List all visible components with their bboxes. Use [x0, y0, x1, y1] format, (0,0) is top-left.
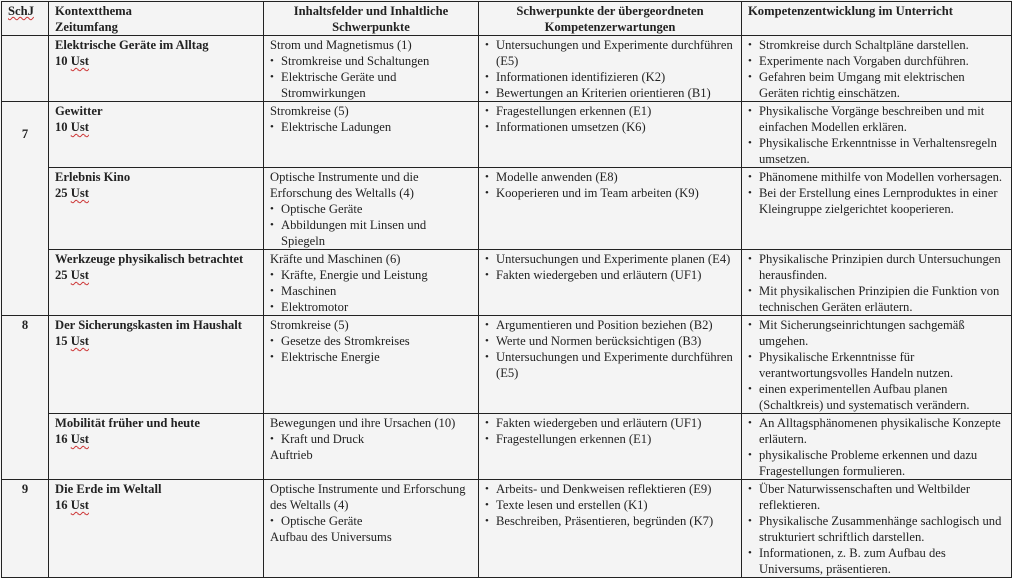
development-item: • Bei der Erstellung eines Lernproduktes in einer Kleingruppe zielgerichtet kooperieren. — [748, 185, 1005, 217]
development-item: • Experimente nach Vorgaben durchführen. — [748, 53, 1005, 69]
competence-item: • Modelle anwenden (E8) — [485, 169, 735, 185]
competence-list — [485, 37, 735, 101]
development-cell — [742, 168, 1012, 250]
competence-item: • Fragestellungen erkennen (E1) — [485, 431, 735, 447]
hours-value: 10 — [55, 120, 68, 134]
development-item: • Phänomene mithilfe von Modellen vorhersagen. — [748, 169, 1005, 185]
field-list — [270, 53, 472, 101]
development-item: • Mit Sicherungseinrichtungen sachgemäß umgehen. — [748, 317, 1005, 349]
topic-duration — [55, 497, 257, 513]
field-list — [270, 513, 472, 529]
development-item: • Informationen, z. B. zum Aufbau des Universums, präsentieren. — [748, 545, 1005, 577]
competence-cell — [479, 102, 742, 168]
development-list — [748, 37, 1005, 101]
table-row — [2, 316, 1012, 414]
header-kontext-line2: Zeitumfang — [55, 20, 118, 34]
field-title: Optische Instrumente und Erforschung des Weltalls (4) — [270, 482, 466, 512]
development-list — [748, 415, 1005, 479]
development-cell — [742, 36, 1012, 102]
topic-duration — [55, 119, 257, 135]
curriculum-table — [1, 1, 1012, 578]
development-list — [748, 103, 1005, 167]
topic-title: Werkzeuge physikalisch betrachtet — [55, 252, 244, 266]
field-list — [270, 119, 472, 135]
field-cell — [264, 36, 479, 102]
header-kompetenz — [479, 2, 742, 36]
year-cell — [2, 102, 49, 316]
field-item: • Elektrische Geräte und Stromwirkungen — [270, 69, 472, 101]
development-cell — [742, 250, 1012, 316]
competence-cell — [479, 168, 742, 250]
development-item: • Physikalische Zusammenhänge sachlogisch und strukturiert schriftlich darstellen. — [748, 513, 1005, 545]
year-cell — [2, 316, 49, 480]
field-title: Stromkreise (5) — [270, 104, 349, 118]
competence-cell — [479, 316, 742, 414]
field-cell — [264, 316, 479, 414]
competence-cell — [479, 414, 742, 480]
field-cell — [264, 250, 479, 316]
table-row — [2, 168, 1012, 250]
topic-cell — [49, 168, 264, 250]
development-item: • Stromkreise durch Schaltpläne darstellen. — [748, 37, 1005, 53]
topic-duration — [55, 53, 257, 69]
development-item: • Physikalische Vorgänge beschreiben und mit einfachen Modellen erklären. — [748, 103, 1005, 135]
competence-item: • Argumentieren und Position beziehen (B2) — [485, 317, 735, 333]
competence-list — [485, 415, 735, 447]
field-cell — [264, 414, 479, 480]
topic-title: Mobilität früher und heute — [55, 416, 200, 430]
header-schj-label: SchJ — [8, 4, 34, 18]
topic-cell — [49, 36, 264, 102]
field-cell — [264, 168, 479, 250]
development-cell — [742, 414, 1012, 480]
year-label: 9 — [21, 482, 29, 496]
hours-value: 16 — [55, 432, 68, 446]
header-kontext — [49, 2, 264, 36]
header-kontext-line1: Kontextthema — [55, 4, 132, 18]
year-cell — [2, 36, 49, 102]
field-list — [270, 431, 472, 447]
field-extra: Auftrieb — [270, 448, 313, 462]
topic-title: Der Sicherungskasten im Haushalt — [55, 318, 242, 332]
competence-cell — [479, 250, 742, 316]
header-kompetenz-line1: Schwerpunkte der übergeordneten — [516, 4, 704, 18]
topic-title: Die Erde im Weltall — [55, 482, 162, 496]
topic-duration — [55, 333, 257, 349]
development-list — [748, 317, 1005, 413]
hours-unit: Ust — [70, 54, 89, 68]
competence-item: • Fakten wiedergeben und erläutern (UF1) — [485, 415, 735, 431]
header-row — [2, 2, 1012, 36]
field-extra: Aufbau des Universums — [270, 530, 392, 544]
topic-title: Erlebnis Kino — [55, 170, 131, 184]
field-item: • Abbildungen mit Linsen und Spiegeln — [270, 217, 472, 249]
hours-unit: Ust — [70, 432, 89, 446]
field-list — [270, 267, 472, 315]
field-list — [270, 333, 472, 365]
competence-item: • Werte und Normen berücksichtigen (B3) — [485, 333, 735, 349]
topic-cell — [49, 414, 264, 480]
field-item: • Gesetze des Stromkreises — [270, 333, 472, 349]
header-entwicklung — [742, 2, 1012, 36]
topic-cell — [49, 250, 264, 316]
table-row — [2, 36, 1012, 102]
field-title: Optische Instrumente und die Erforschung des Weltalls (4) — [270, 170, 419, 200]
competence-list — [485, 317, 735, 381]
topic-duration — [55, 185, 257, 201]
hours-unit: Ust — [70, 498, 89, 512]
field-cell — [264, 102, 479, 168]
topic-cell — [49, 316, 264, 414]
development-list — [748, 169, 1005, 217]
competence-list — [485, 169, 735, 201]
topic-title: Gewitter — [55, 104, 103, 118]
development-item: • Mit physikalischen Prinzipien die Funktion von technischen Geräten erläutern. — [748, 283, 1005, 315]
field-item: • Optische Geräte — [270, 201, 472, 217]
field-item: • Elektrische Energie — [270, 349, 472, 365]
header-inhalt-line1: Inhaltsfelder und Inhaltliche — [293, 4, 449, 18]
hours-unit: Ust — [70, 120, 89, 134]
topic-title: Elektrische Geräte im Alltag — [55, 38, 209, 52]
development-cell — [742, 316, 1012, 414]
hours-unit: Ust — [70, 186, 89, 200]
header-schj — [2, 2, 49, 36]
competence-item: • Arbeits- und Denkweisen reflektieren (E9) — [485, 481, 735, 497]
development-item: • Über Naturwissenschaften und Weltbilder reflektieren. — [748, 481, 1005, 513]
field-item: • Maschinen — [270, 283, 472, 299]
header-inhalt — [264, 2, 479, 36]
header-inhalt-line2: Schwerpunkte — [332, 20, 410, 34]
field-item: • Kraft und Druck — [270, 431, 472, 447]
field-item: • Elektromotor — [270, 299, 472, 315]
competence-item: • Bewertungen an Kriterien orientieren (B1) — [485, 85, 735, 101]
field-list — [270, 201, 472, 249]
development-item: • Physikalische Erkenntnisse in Verhaltensregeln umsetzen. — [748, 135, 1005, 167]
competence-list — [485, 251, 735, 283]
competence-item: • Texte lesen und erstellen (K1) — [485, 497, 735, 513]
header-entwicklung-label: Kompetenzentwicklung im Unterricht — [748, 4, 953, 18]
field-item: • Kräfte, Energie und Leistung — [270, 267, 472, 283]
hours-value: 10 — [55, 54, 68, 68]
hours-value: 16 — [55, 498, 68, 512]
year-label: 7 — [21, 127, 29, 141]
table-row — [2, 102, 1012, 168]
competence-item: • Fragestellungen erkennen (E1) — [485, 103, 735, 119]
field-item: • Elektrische Ladungen — [270, 119, 472, 135]
competence-cell — [479, 36, 742, 102]
competence-item: • Beschreiben, Präsentieren, begründen (K7) — [485, 513, 735, 529]
header-kompetenz-line2: Kompetenzerwartungen — [544, 20, 676, 34]
table-row — [2, 250, 1012, 316]
competence-item: • Untersuchungen und Experimente durchführen (E5) — [485, 349, 735, 381]
development-item: • physikalische Probleme erkennen und dazu Fragestellungen formulieren. — [748, 447, 1005, 479]
hours-unit: Ust — [70, 268, 89, 282]
competence-item: • Informationen identifizieren (K2) — [485, 69, 735, 85]
field-title: Stromkreise (5) — [270, 318, 349, 332]
field-title: Bewegungen und ihre Ursachen (10) — [270, 416, 456, 430]
competence-item: • Fakten wiedergeben und erläutern (UF1) — [485, 267, 735, 283]
development-item: • Gefahren beim Umgang mit elektrischen Geräten richtig einschätzen. — [748, 69, 1005, 101]
competence-list — [485, 103, 735, 135]
development-item: • An Alltagsphänomenen physikalische Konzepte erläutern. — [748, 415, 1005, 447]
topic-duration — [55, 431, 257, 447]
topic-cell — [49, 102, 264, 168]
competence-item: • Untersuchungen und Experimente planen (E4) — [485, 251, 735, 267]
field-item: • Optische Geräte — [270, 513, 472, 529]
field-title: Kräfte und Maschinen (6) — [270, 252, 401, 266]
development-item: • Physikalische Erkenntnisse für verantwortungsvolles Handeln nutzen. — [748, 349, 1005, 381]
hours-value: 25 — [55, 186, 68, 200]
competence-item: • Informationen umsetzen (K6) — [485, 119, 735, 135]
hours-value: 25 — [55, 268, 68, 282]
development-cell — [742, 102, 1012, 168]
field-item: • Stromkreise und Schaltungen — [270, 53, 472, 69]
table-row — [2, 414, 1012, 480]
topic-duration — [55, 267, 257, 283]
hours-value: 15 — [55, 334, 68, 348]
competence-list — [485, 481, 735, 529]
competence-item: • Kooperieren und im Team arbeiten (K9) — [485, 185, 735, 201]
development-item: • Physikalische Prinzipien durch Untersuchungen herausfinden. — [748, 251, 1005, 283]
development-list — [748, 251, 1005, 315]
competence-item: • Untersuchungen und Experimente durchführen (E5) — [485, 37, 735, 69]
hours-unit: Ust — [70, 334, 89, 348]
field-title: Strom und Magnetismus (1) — [270, 38, 412, 52]
year-label: 8 — [21, 318, 29, 332]
development-item: • einen experimentellen Aufbau planen (Schaltkreis) und systematisch verändern. — [748, 381, 1005, 413]
